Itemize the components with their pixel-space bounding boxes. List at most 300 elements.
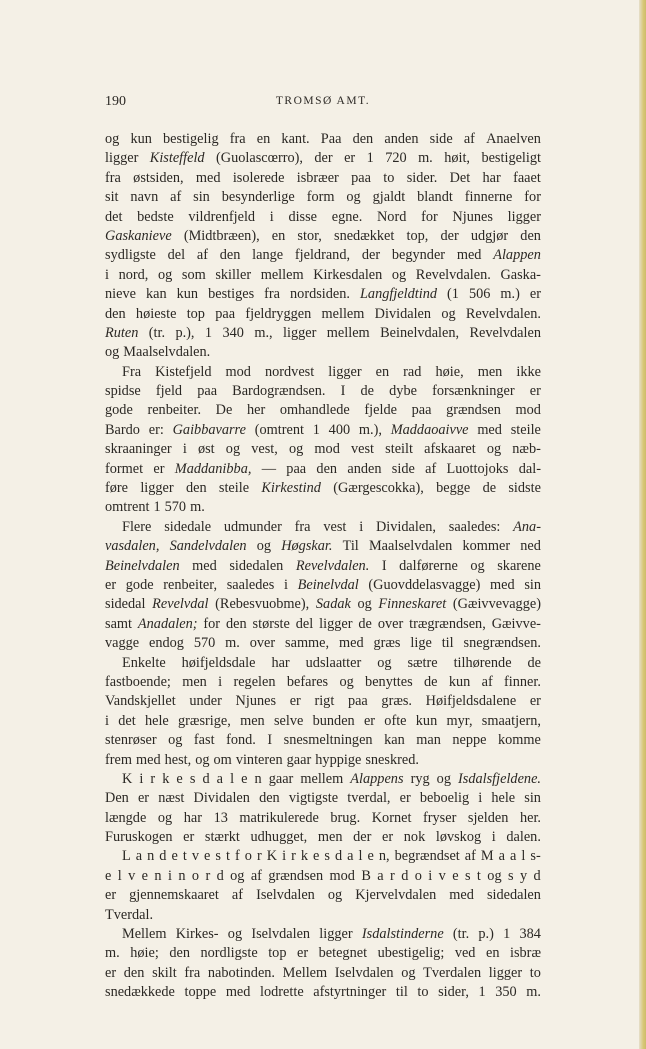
word: af: [250, 867, 262, 884]
word: sidedale: [164, 518, 212, 535]
word: rigt: [314, 693, 335, 710]
word: k: [300, 848, 308, 865]
word: snesmeltningen: [283, 732, 373, 749]
word: B: [361, 867, 371, 884]
word: i: [167, 867, 172, 884]
text-line: [105, 246, 541, 265]
word: l: [230, 770, 235, 787]
word: a: [216, 770, 224, 787]
word: sidste: [508, 480, 541, 497]
text-line: [105, 983, 541, 1002]
word: men: [317, 829, 343, 846]
word: m.),: [358, 421, 382, 438]
word: til: [441, 635, 454, 652]
page-header: [105, 94, 541, 114]
word: r: [390, 867, 395, 884]
word: r: [205, 867, 211, 884]
word: kan: [384, 732, 405, 749]
text-line: [105, 906, 541, 925]
word: (omtrent: [254, 421, 304, 438]
word: af: [425, 460, 437, 477]
word: vinteren: [235, 751, 283, 768]
text-line: [105, 654, 541, 673]
word: her: [246, 402, 266, 419]
word: anden: [384, 131, 419, 147]
word: del: [167, 247, 186, 264]
word: 1: [478, 984, 486, 1001]
word: 13: [213, 809, 228, 826]
word: d: [533, 867, 541, 884]
word: fra: [229, 131, 246, 147]
word: Iselvdalen: [256, 887, 315, 904]
word: og: [377, 654, 392, 671]
word: trægrændsen,: [409, 615, 486, 632]
word: næst: [158, 790, 185, 807]
word: 340: [222, 324, 244, 341]
word: Ruten: [105, 324, 139, 341]
word: den: [352, 131, 374, 147]
word: paa: [347, 693, 368, 710]
word: dalførerne: [399, 557, 458, 574]
word: ligger: [319, 926, 353, 943]
word: og: [230, 867, 245, 884]
word: længde: [105, 809, 147, 826]
word: renbeiter,: [163, 576, 218, 593]
word: Dividalen: [374, 305, 432, 322]
word: er: [363, 712, 376, 729]
word: betegnet: [318, 945, 368, 962]
word: nordvest: [264, 363, 315, 380]
word: er: [529, 693, 541, 710]
word: og: [227, 926, 243, 943]
word: i: [282, 848, 287, 865]
text-line: [105, 149, 541, 168]
word: fond.: [226, 732, 256, 749]
word: begrændset: [394, 848, 460, 865]
word: Høifjeldsdalene: [425, 693, 517, 710]
word: Gaibbavarre: [172, 421, 246, 438]
word: Gaskanieve: [105, 227, 172, 244]
word: m.,: [254, 324, 273, 341]
word: Langfjeldtind: [359, 286, 438, 303]
word: 350: [495, 984, 517, 1001]
word: er: [105, 576, 117, 593]
word: hest,: [164, 751, 192, 768]
word: stærkt: [204, 829, 240, 846]
word: 400: [328, 421, 351, 438]
word: for: [203, 615, 221, 632]
word: de: [482, 480, 497, 497]
word: af: [464, 848, 476, 865]
word: høifjeldsdale: [181, 654, 256, 671]
word: Flere: [122, 518, 152, 535]
word: Iselvdalen: [334, 964, 394, 981]
word: Kjervelvdalen: [355, 887, 437, 904]
word: den: [520, 227, 541, 244]
word: mod: [225, 363, 251, 380]
word: skilt: [152, 964, 177, 981]
word: a: [377, 867, 384, 884]
word: og: [441, 305, 456, 322]
word: fastboende;: [105, 673, 171, 690]
word: sin: [193, 189, 210, 206]
word: M: [480, 848, 494, 865]
word: fra: [184, 964, 201, 981]
word: snegrændsen.: [463, 635, 541, 652]
word: Kirkestind: [261, 480, 321, 497]
text-line: [105, 305, 541, 324]
word: med: [490, 576, 515, 593]
word: kan: [145, 286, 167, 303]
word: ligger: [328, 363, 362, 380]
word: frem: [105, 751, 132, 768]
word: begynder: [391, 247, 446, 264]
word: her.: [519, 809, 541, 826]
word: kun: [130, 131, 152, 147]
word: I: [381, 557, 387, 574]
word: men: [182, 673, 207, 690]
word: vasdalen,: [105, 538, 160, 555]
word: t: [225, 848, 230, 865]
text-line: [105, 440, 541, 459]
word: udgjør: [470, 227, 509, 244]
word: den: [219, 247, 241, 264]
word: høieste: [135, 305, 177, 322]
word: top: [186, 305, 205, 322]
word: top,: [406, 227, 429, 244]
word: og: [357, 596, 372, 613]
word: finnerne: [464, 189, 513, 206]
word: n,: [378, 848, 390, 865]
word: der: [361, 247, 381, 264]
word: dal-: [518, 460, 541, 477]
word: skiller: [215, 266, 252, 283]
text-line: [105, 964, 541, 983]
text-line: [105, 809, 541, 828]
word: s: [464, 867, 471, 884]
word: med: [338, 635, 364, 652]
word: Gæivve-: [491, 615, 541, 632]
word: nabotinden.: [207, 964, 276, 981]
word: Kistefjeld: [155, 363, 212, 380]
word: som: [181, 266, 206, 283]
word: a: [347, 848, 354, 865]
word: 1: [366, 150, 374, 167]
word: bedste: [137, 208, 174, 225]
word: høie;: [130, 945, 159, 962]
text-line: [105, 421, 541, 440]
word: kun: [176, 286, 199, 303]
word: t: [476, 867, 481, 884]
word: Tverdalen: [423, 964, 482, 981]
word: løvskog: [435, 829, 482, 846]
word: besynderlige: [221, 189, 295, 206]
word: mod: [314, 441, 340, 458]
word: komme: [498, 732, 541, 749]
text-line: [105, 731, 541, 750]
word: bestiges: [208, 286, 255, 303]
text-line: [105, 266, 541, 285]
word: vagge: [105, 635, 140, 652]
word: mellem: [326, 324, 370, 341]
word: vigtigste: [288, 790, 339, 807]
word: gaar: [286, 751, 312, 768]
word: Kirkesdalen: [313, 266, 383, 283]
word: sidedalen: [229, 557, 284, 574]
word: for: [524, 189, 541, 206]
word: m.: [526, 984, 541, 1001]
text-line: [105, 557, 541, 576]
word: føre: [105, 480, 129, 497]
word: nord,: [118, 266, 149, 283]
word: d: [216, 867, 224, 884]
word: ligger: [140, 480, 174, 497]
word: den: [169, 945, 190, 962]
word: side: [429, 131, 453, 147]
word: m.: [190, 499, 205, 516]
word: fryser: [422, 809, 457, 826]
word: nordligste: [200, 945, 258, 962]
word: gjennemskaaret: [129, 887, 219, 904]
word: og: [157, 809, 173, 826]
text-line: [105, 382, 541, 401]
word: med: [449, 887, 474, 904]
word: er: [529, 383, 541, 400]
word: af: [196, 247, 208, 264]
word: l: [117, 867, 122, 884]
word: steile: [218, 480, 250, 497]
word: og: [487, 867, 502, 884]
word: Ana-: [513, 518, 541, 535]
word: har: [482, 169, 501, 186]
word: s: [189, 770, 196, 787]
word: r: [291, 848, 296, 865]
word: Maddaoaivve: [390, 421, 469, 438]
word: er:: [148, 421, 164, 438]
word: Revelvdalen.: [465, 305, 541, 322]
word: spidse: [105, 383, 141, 400]
word: e: [367, 848, 374, 865]
word: ligger: [283, 324, 317, 341]
word: (Rebesvuobme),: [215, 596, 310, 613]
word: med: [225, 984, 251, 1001]
word: m.: [225, 635, 240, 652]
word: fra: [264, 286, 281, 303]
word: r: [256, 848, 262, 865]
word: er: [297, 945, 309, 962]
text-line: [105, 208, 541, 227]
word: udmunder: [223, 518, 282, 535]
word: fjelde: [364, 402, 397, 419]
word: (Gærgescokka),: [333, 480, 424, 497]
word: er: [153, 460, 165, 477]
word: Finneskaret: [378, 596, 447, 613]
word: udhugget,: [250, 829, 308, 846]
word: e: [241, 770, 248, 787]
text-line: [105, 169, 541, 188]
word: s-: [530, 848, 541, 865]
word: Iselvdalen: [251, 926, 311, 943]
word: ligger: [507, 208, 541, 225]
word: neppe: [452, 732, 487, 749]
word: I: [340, 383, 346, 400]
word: blandt: [417, 189, 453, 206]
word: lodrette: [260, 984, 304, 1001]
word: en: [256, 131, 271, 147]
word: Gaska-: [500, 266, 541, 283]
word: y: [519, 867, 528, 884]
text-line: [105, 712, 541, 731]
word: er: [382, 829, 394, 846]
word: selve: [273, 712, 304, 729]
word: de: [360, 383, 375, 400]
word: m.: [418, 150, 433, 167]
word: paa: [351, 169, 371, 186]
word: Revelvdalen.: [415, 266, 491, 283]
word: samt: [105, 615, 133, 632]
word: e: [171, 848, 178, 865]
word: (Guolascœrro),: [216, 150, 303, 167]
text-line: [105, 615, 541, 634]
word: høie,: [435, 363, 464, 380]
word: omhandlede: [279, 402, 350, 419]
word: —: [261, 460, 277, 477]
word: en: [375, 363, 390, 380]
word: Mellem: [122, 926, 167, 943]
text-line: [105, 479, 541, 498]
word: græsrige,: [178, 712, 231, 729]
word: tilhørende: [453, 654, 512, 671]
word: smaatjern,: [481, 712, 541, 729]
word: rad: [403, 363, 422, 380]
text-line: [105, 634, 541, 653]
word: Mellem: [282, 964, 328, 981]
running-title: TROMSØ AMT.: [275, 95, 371, 107]
word: mellem: [321, 305, 365, 322]
word: dybe: [389, 383, 417, 400]
word: over: [249, 635, 276, 652]
word: og: [436, 770, 451, 787]
word: med: [195, 169, 221, 186]
word: toppe: [184, 984, 217, 1001]
word: Isdalstinderne: [361, 926, 444, 943]
word: er: [289, 693, 301, 710]
word: bestigelig: [163, 131, 219, 147]
word: d: [334, 848, 343, 865]
word: paa: [215, 305, 236, 322]
word: sider.: [406, 169, 438, 186]
word: e: [141, 867, 149, 884]
word: paa: [411, 402, 432, 419]
word: ryg: [410, 770, 430, 787]
word: og: [195, 751, 210, 768]
text-line: [105, 460, 541, 479]
word: n: [154, 867, 162, 884]
word: lange: [252, 247, 284, 264]
word: og: [346, 189, 361, 206]
text-line: [105, 595, 541, 614]
word: 1: [153, 499, 161, 516]
word: Maalselvdalen.: [123, 344, 211, 361]
text-line: [105, 925, 541, 944]
word: De: [215, 402, 233, 419]
word: formet: [105, 460, 144, 477]
word: næb-: [512, 441, 541, 458]
word: en: [271, 227, 286, 244]
word: men: [477, 363, 503, 380]
text-line: [105, 537, 541, 556]
word: den: [123, 964, 145, 981]
word: vildrenfjeld: [188, 208, 256, 225]
word: kant.: [281, 131, 310, 147]
text-line: [105, 518, 541, 537]
word: egne.: [331, 208, 363, 225]
word: l: [358, 848, 363, 865]
word: Tverdal.: [105, 906, 154, 923]
word: og: [486, 441, 502, 458]
word: og: [256, 538, 272, 555]
word: bunden: [312, 712, 355, 729]
word: er: [105, 887, 117, 904]
word: Beinelvdal: [297, 576, 359, 593]
text-line: [105, 343, 541, 362]
word: og: [391, 266, 407, 283]
word: e: [204, 848, 211, 865]
word: n: [254, 770, 262, 787]
word: man: [416, 732, 441, 749]
word: Maddanibba,: [174, 460, 252, 477]
word: paa: [197, 383, 218, 400]
word: de: [358, 615, 372, 632]
word: den: [316, 460, 338, 477]
word: ubestigelig;: [377, 945, 445, 962]
text-line: [105, 847, 541, 866]
word: sider,: [438, 984, 469, 1001]
word: finner.: [504, 673, 541, 690]
word: i: [105, 712, 109, 729]
text-line: [105, 828, 541, 847]
word: mellem: [300, 770, 344, 787]
word: sit: [105, 189, 119, 206]
word: er: [105, 964, 117, 981]
word: i: [269, 208, 274, 225]
word: sidedalen: [486, 887, 541, 904]
word: fjeldrand,: [294, 247, 351, 264]
word: m.: [105, 945, 120, 962]
word: befares: [286, 673, 329, 690]
word: Beinelvdalen,: [380, 324, 460, 341]
word: har: [183, 809, 202, 826]
word: det: [105, 208, 123, 225]
word: hele: [491, 790, 516, 807]
word: afstyrtninger: [313, 984, 387, 1001]
text-line: [105, 770, 541, 789]
word: og: [470, 557, 485, 574]
word: k: [162, 770, 170, 787]
word: benyttes: [365, 673, 413, 690]
word: skarene: [497, 557, 541, 574]
word: 384: [519, 926, 541, 943]
word: side: [391, 460, 415, 477]
word: Paa: [320, 131, 342, 147]
page-number: 190: [105, 94, 126, 109]
word: af: [231, 887, 244, 904]
word: t: [182, 848, 187, 865]
word: er: [344, 150, 356, 167]
word: Enkelte: [122, 654, 166, 671]
word: 570: [193, 635, 216, 652]
word: i: [218, 673, 223, 690]
